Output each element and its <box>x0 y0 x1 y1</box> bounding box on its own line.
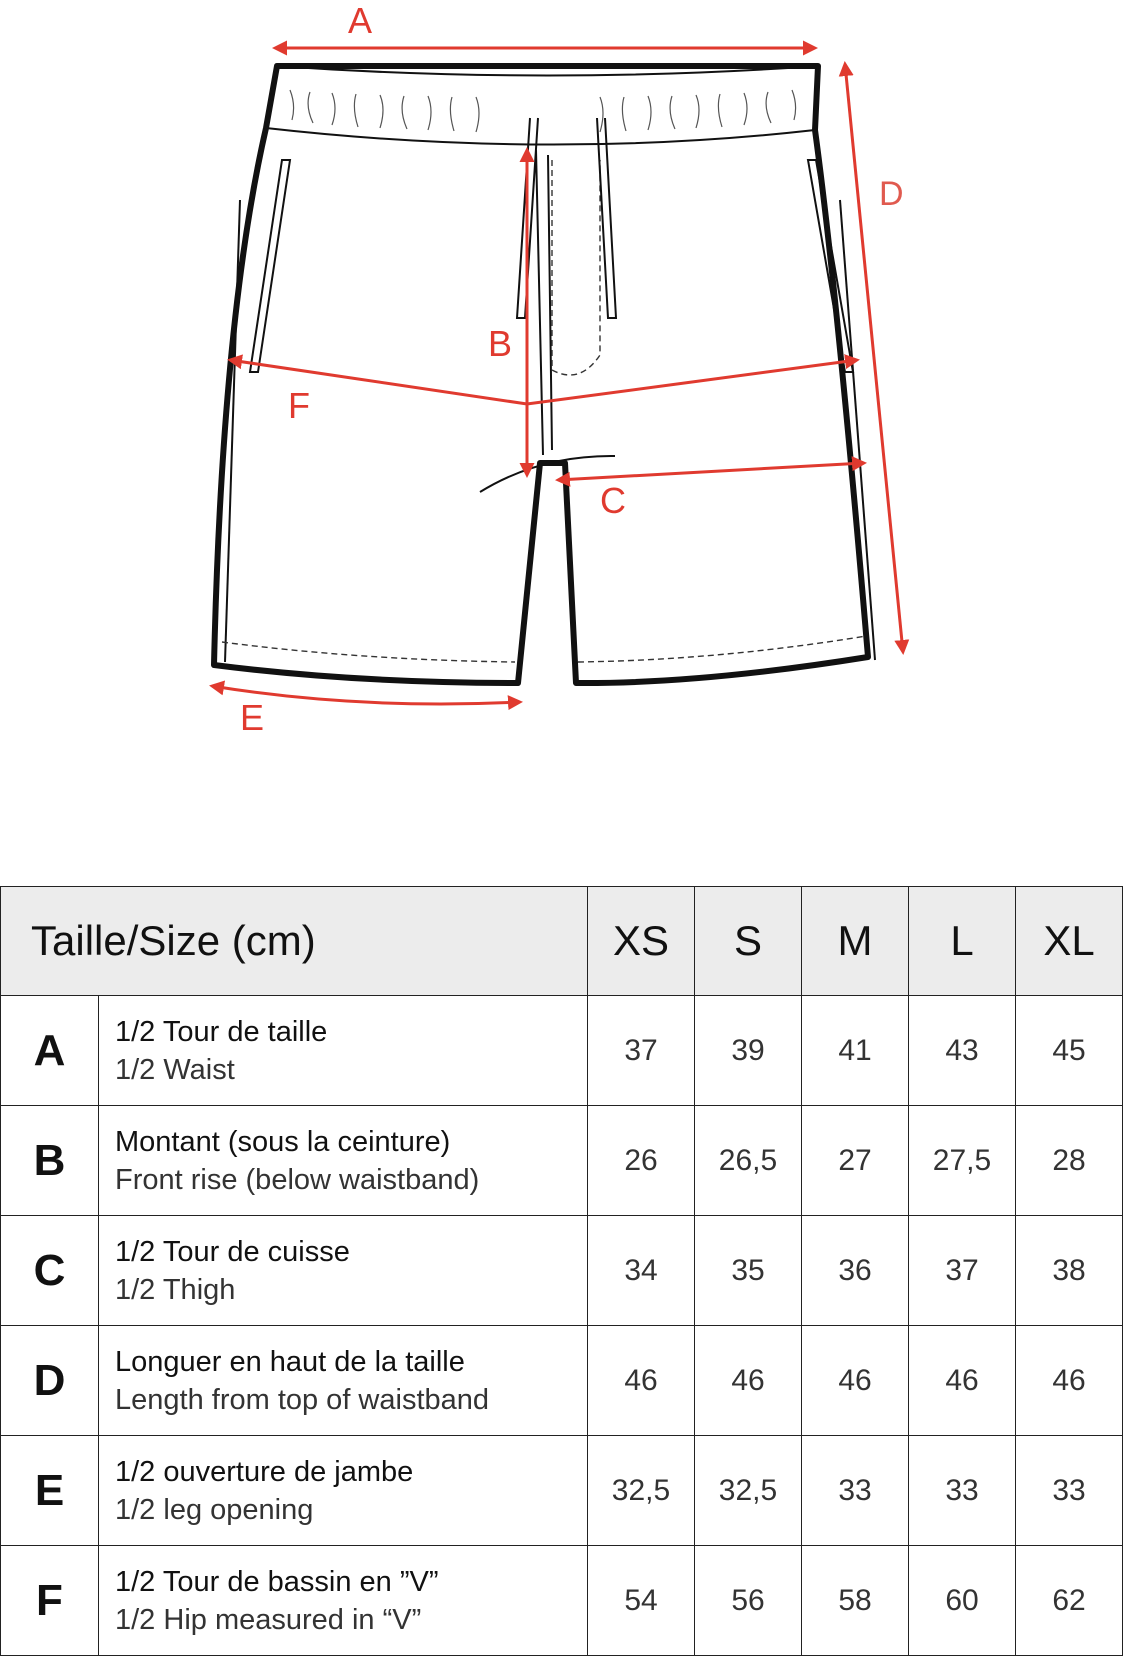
label-e: E <box>240 697 265 738</box>
row-description <box>99 996 588 1106</box>
value-cell: 46 <box>588 1326 695 1436</box>
table-row <box>1 996 1123 1106</box>
value-cell: 43 <box>909 996 1016 1106</box>
value-cell: 60 <box>909 1546 1016 1656</box>
value-cell: 46 <box>909 1326 1016 1436</box>
table-row <box>1 1216 1123 1326</box>
row-label-en: 1/2 Hip measured in “V” <box>115 1603 422 1636</box>
row-code: C <box>1 1216 99 1326</box>
table-row <box>1 1106 1123 1216</box>
row-label-fr: 1/2 ouverture de jambe <box>115 1455 414 1488</box>
table-header-row <box>1 887 1123 996</box>
label-d: D <box>879 175 904 213</box>
value-cell: 37 <box>588 996 695 1106</box>
row-label-fr: 1/2 Tour de taille <box>115 1015 328 1048</box>
value-cell: 32,5 <box>588 1436 695 1546</box>
value-cell: 28 <box>1016 1106 1123 1216</box>
value-cell: 26 <box>588 1106 695 1216</box>
row-code: F <box>1 1546 99 1656</box>
value-cell: 37 <box>909 1216 1016 1326</box>
value-cell: 46 <box>1016 1326 1123 1436</box>
table-row <box>1 1326 1123 1436</box>
size-header-xl: XL <box>1016 887 1123 996</box>
value-cell: 33 <box>802 1436 909 1546</box>
value-cell: 45 <box>1016 996 1123 1106</box>
table-row <box>1 1546 1123 1656</box>
label-f: F <box>288 385 310 426</box>
shorts-diagram <box>0 0 1123 760</box>
size-chart-table <box>0 886 1123 1656</box>
row-description <box>99 1106 588 1216</box>
value-cell: 46 <box>802 1326 909 1436</box>
row-label-fr: 1/2 Tour de cuisse <box>115 1235 350 1268</box>
value-cell: 26,5 <box>695 1106 802 1216</box>
table-title: Taille/Size (cm) <box>1 887 588 996</box>
row-code: B <box>1 1106 99 1216</box>
row-description <box>99 1546 588 1656</box>
value-cell: 46 <box>695 1326 802 1436</box>
value-cell: 27,5 <box>909 1106 1016 1216</box>
row-description <box>99 1436 588 1546</box>
row-label-en: Front rise (below waistband) <box>115 1163 480 1196</box>
size-header-m: M <box>802 887 909 996</box>
value-cell: 34 <box>588 1216 695 1326</box>
row-label-en: 1/2 Waist <box>115 1053 235 1086</box>
row-label-en: 1/2 leg opening <box>115 1493 314 1526</box>
row-label-fr: Montant (sous la ceinture) <box>115 1125 451 1158</box>
value-cell: 33 <box>1016 1436 1123 1546</box>
value-cell: 39 <box>695 996 802 1106</box>
row-code: A <box>1 996 99 1106</box>
label-a: A <box>348 0 373 41</box>
size-header-l: L <box>909 887 1016 996</box>
size-header-xs: XS <box>588 887 695 996</box>
value-cell: 27 <box>802 1106 909 1216</box>
value-cell: 56 <box>695 1546 802 1656</box>
row-label-fr: 1/2 Tour de bassin en ”V” <box>115 1565 439 1598</box>
label-b: B <box>488 323 513 364</box>
row-description <box>99 1326 588 1436</box>
value-cell: 32,5 <box>695 1436 802 1546</box>
table-row <box>1 1436 1123 1546</box>
value-cell: 36 <box>802 1216 909 1326</box>
value-cell: 58 <box>802 1546 909 1656</box>
row-label-en: Length from top of waistband <box>115 1383 490 1416</box>
value-cell: 38 <box>1016 1216 1123 1326</box>
value-cell: 41 <box>802 996 909 1106</box>
row-label-fr: Longuer en haut de la taille <box>115 1345 465 1378</box>
value-cell: 62 <box>1016 1546 1123 1656</box>
value-cell: 54 <box>588 1546 695 1656</box>
label-c: C <box>600 480 626 521</box>
row-label-en: 1/2 Thigh <box>115 1273 236 1306</box>
value-cell: 35 <box>695 1216 802 1326</box>
value-cell: 33 <box>909 1436 1016 1546</box>
row-code: E <box>1 1436 99 1546</box>
size-header-s: S <box>695 887 802 996</box>
row-code: D <box>1 1326 99 1436</box>
row-description <box>99 1216 588 1326</box>
